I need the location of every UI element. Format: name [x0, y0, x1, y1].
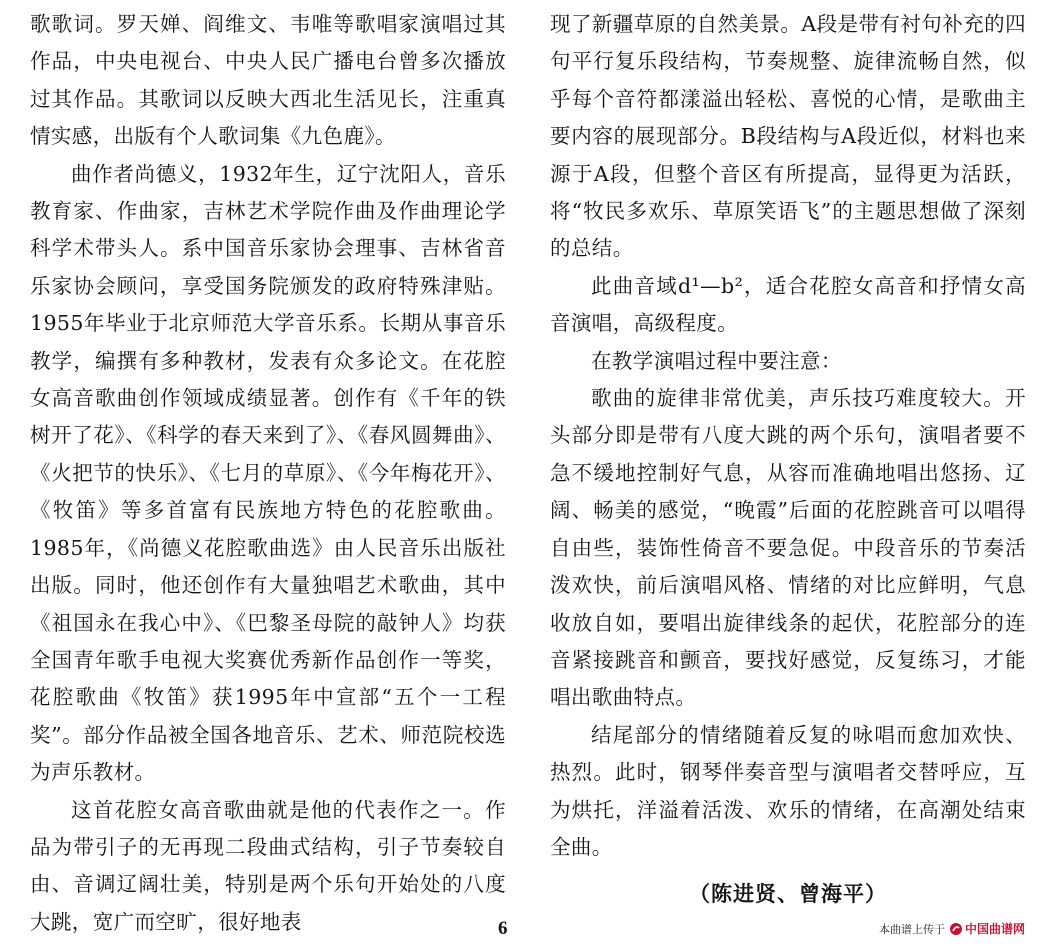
paragraph: 结尾部分的情绪随着反复的咏唱而愈加欢快、热烈。此时，钢琴伴奏音型与演唱者交替呼应，互为烘托，洋溢着活泼、欢乐的情绪，在高潮处结束全曲。 [550, 722, 1026, 859]
watermark-logo [949, 920, 1025, 937]
paragraph: 歌歌词。罗天婵、阎维文、韦唯等歌唱家演唱过其作品，中央电视台、中央人民广播电台曾多次播放过其作品。其歌词以反映大西北生活见长，注重真情实感，出版有个人歌词集《九色鹿》。 [30, 12, 506, 149]
qupu-logo-icon [949, 922, 963, 936]
paragraph: 此曲音域d¹—b²，适合花腔女高音和抒情女高音演唱，高级程度。 [550, 273, 1026, 336]
site-watermark [879, 920, 1025, 937]
author-signature: （陈进贤、曾海平） [689, 882, 887, 907]
page-number: 6 [498, 918, 508, 939]
right-column [550, 6, 1026, 913]
paragraph: 这首花腔女高音歌曲就是他的代表作之一。作品为带引子的无再现二段曲式结构，引子节奏较自由、音调辽阔壮美，特别是两个乐句开始处的八度大跳，宽广而空旷，很好地表 [30, 797, 506, 934]
paragraph: 现了新疆草原的自然美景。A段是带有衬句补充的四句平行复乐段结构，节奏规整、旋律流畅自然，似乎每个音符都漾溢出轻松、喜悦的心情，是歌曲主要内容的展现部分。B段结构与A段近似，材料也来源于A段，但整个音区有所提高，显得更为活跃，将“牧民多欢乐、草原笑语飞”的主题思想做了深刻的总结。 [550, 12, 1026, 261]
left-column [30, 6, 506, 941]
paragraph: 在教学演唱过程中要注意： [591, 348, 842, 373]
watermark-prefix: 本曲谱上传于 [878, 922, 945, 936]
watermark-site-name: 中国曲谱网 [964, 922, 1025, 936]
paragraph: 曲作者尚德义，1932年生，辽宁沈阳人，音乐教育家、作曲家，吉林艺术学院作曲及作曲理论学科学术带头人。系中国音乐家协会理事、吉林省音乐家协会顾问，享受国务院颁发的政府特殊津贴。1955年毕业于北京师范大学音乐系。长期从事音乐教学，编撰有多种教材，发表有众多论文。在花腔女高音歌曲创作领域成绩显著。创作有《千年的铁树开了花》、《科学的春天来到了》、《春风圆舞曲》、《火把节的快乐》、《七月的草原》、《今年梅花开》、《牧笛》等多首富有民族地方特色的花腔歌曲。1985年，《尚德义花腔歌曲选》由人民音乐出版社出版。同时，他还创作有大量独唱艺术歌曲，其中《祖国永在我心中》、《巴黎圣母院的敲钟人》均获全国青年歌手电视大奖赛优秀新作品创作一等奖，花腔歌曲《牧笛》获1995年中宣部“五个一工程奖”。部分作品被全国各地音乐、艺术、师范院校选为声乐教材。 [30, 161, 506, 785]
paragraph: 歌曲的旋律非常优美，声乐技巧难度较大。开头部分即是带有八度大跳的两个乐句，演唱者要不急不缓地控制好气息，从容而准确地唱出悠扬、辽阔、畅美的感觉，“晚霞”后面的花腔跳音可以唱得自由些，装饰性倚音不要急促。中段音乐的节奏活泼欢快，前后演唱风格、情绪的对比应鲜明，气息收放自如，要唱出旋律线条的起伏，花腔部分的连音紧接跳音和颤音，要找好感觉，反复练习，才能唱出歌曲特点。 [550, 386, 1026, 710]
